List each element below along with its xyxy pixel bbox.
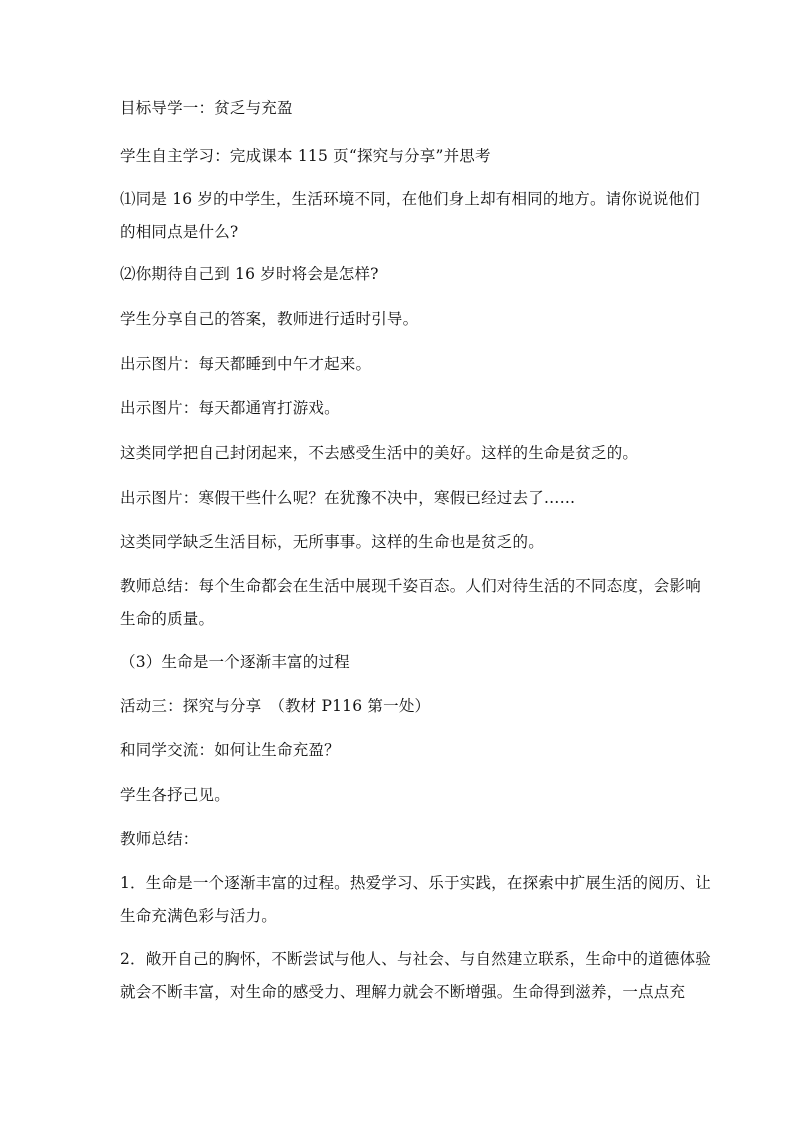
paragraph: ⑵你期待自己到 16 岁时将会是怎样? — [120, 265, 379, 283]
paragraph: 学生分享自己的答案，教师进行适时引导。 — [120, 310, 419, 328]
paragraph: 出示图片：寒假干些什么呢？在犹豫不决中，寒假已经过去了…… — [120, 489, 576, 507]
list-item: 2．敞开自己的胸怀，不断尝试与他人、与社会、与自然建立联系，生命中的道德体验就会不断丰富，对生命的感受力、理解力就会不断增强。生命得到滋养，一点点充 — [120, 950, 711, 1001]
section-heading: 目标导学一：贫乏与充盈 — [120, 99, 293, 117]
paragraph: 教师总结：每个生命都会在生活中展现千姿百态。人们对待生活的不同态度，会影响生命的质量。 — [120, 577, 701, 628]
paragraph: 出示图片：每天都睡到中午才起来。 — [120, 355, 372, 373]
paragraph: 学生自主学习：完成课本 115 页“探究与分享”并思考 — [120, 147, 491, 165]
paragraph: ⑴同是 16 岁的中学生，生活环境不同，在他们身上却有相同的地方。请你说说他们的相同点是什么? — [120, 190, 700, 241]
paragraph: 和同学交流：如何让生命充盈？ — [120, 741, 340, 759]
paragraph: 这类同学缺乏生活目标，无所事事。这样的生命也是贫乏的。 — [120, 533, 544, 551]
paragraph: 出示图片：每天都通宵打游戏。 — [120, 399, 340, 417]
list-item: 1．生命是一个逐渐丰富的过程。热爱学习、乐于实践，在探索中扩展生活的阅历、让生命充满色彩与活力。 — [120, 874, 711, 925]
paragraph: 这类同学把自己封闭起来，不去感受生活中的美好。这样的生命是贫乏的。 — [120, 444, 639, 462]
paragraph: 活动三：探究与分享 （教材 P116 第一处） — [120, 697, 431, 715]
paragraph: 教师总结： — [120, 830, 199, 848]
paragraph: 学生各抒己见。 — [120, 786, 230, 804]
section-subheading: （3）生命是一个逐渐丰富的过程 — [120, 653, 350, 671]
